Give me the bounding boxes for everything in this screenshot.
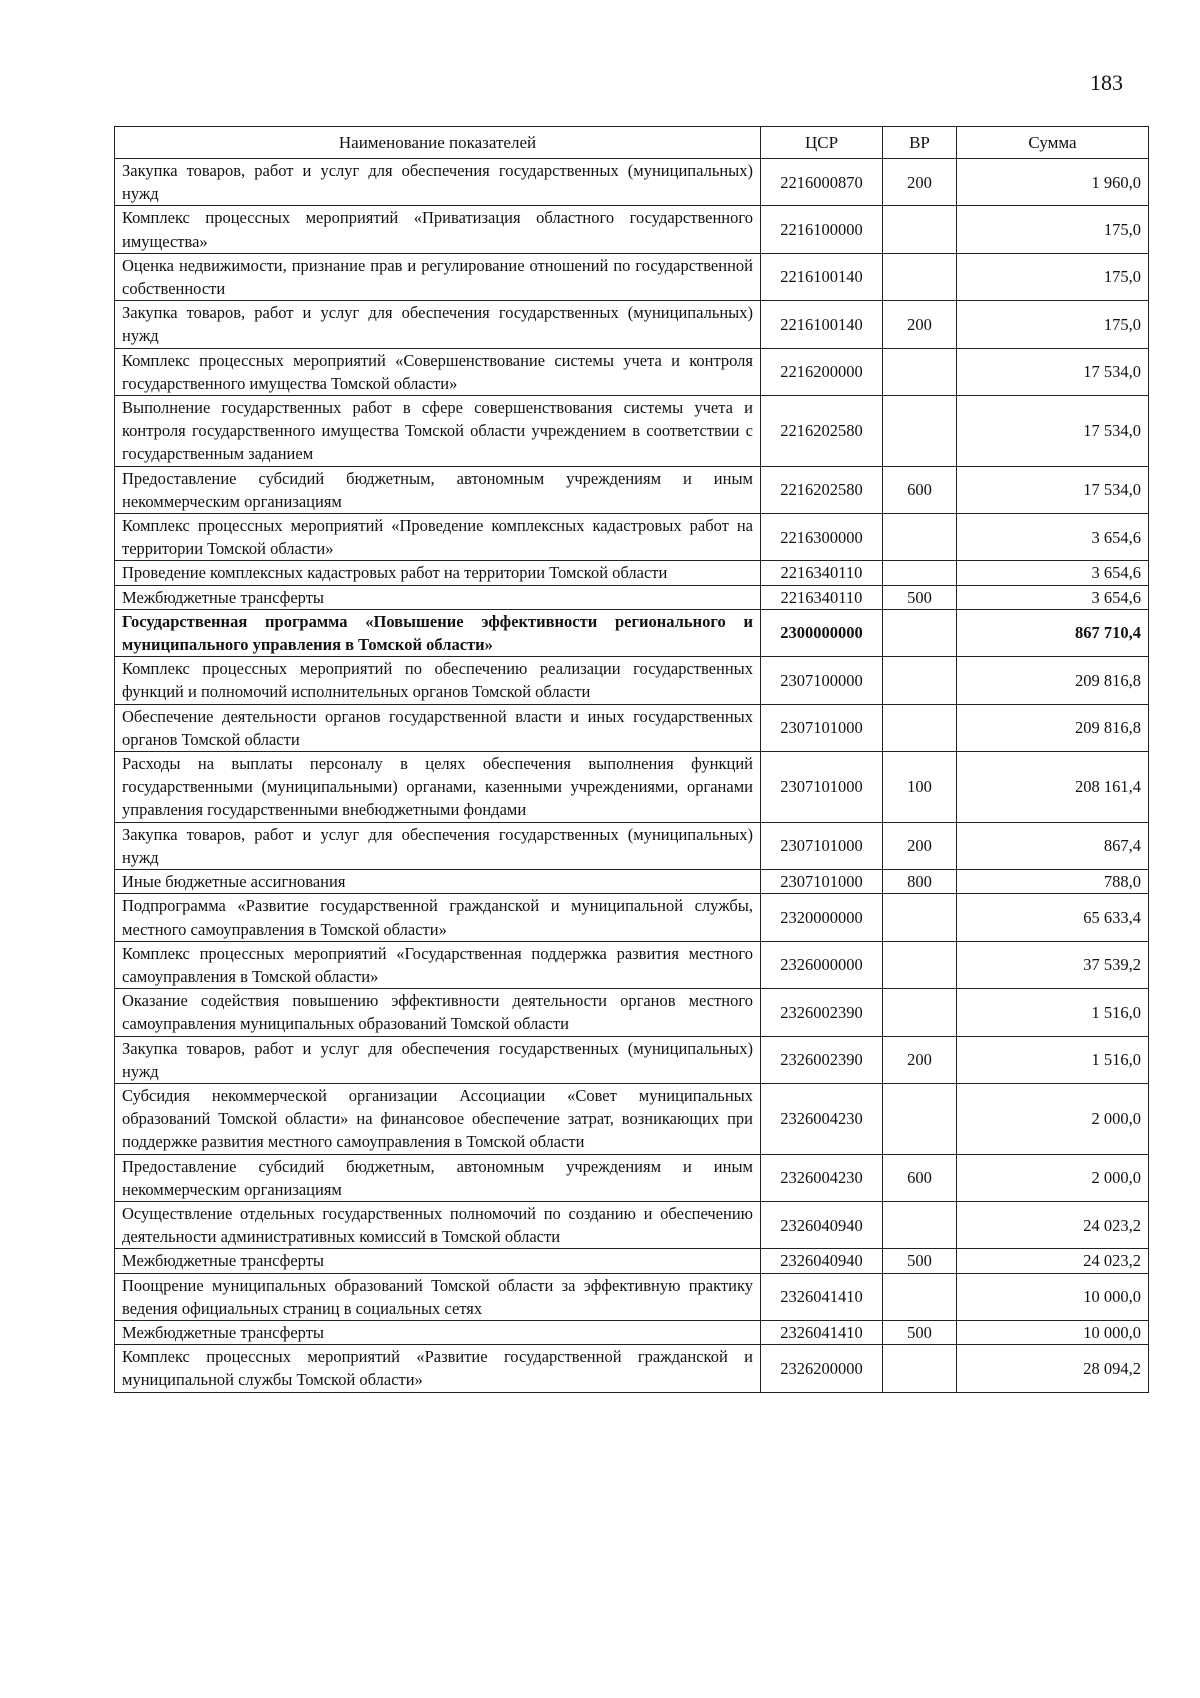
table-row: [115, 1345, 1149, 1392]
cell-name: Межбюджетные трансферты: [115, 1320, 761, 1344]
table-row: [115, 1273, 1149, 1320]
cell-csr: 2326002390: [761, 1036, 883, 1083]
cell-sum: 24 023,2: [957, 1201, 1149, 1248]
cell-vr: [883, 561, 957, 585]
cell-vr: [883, 989, 957, 1036]
cell-csr: 2326004230: [761, 1083, 883, 1154]
cell-csr: 2216340110: [761, 585, 883, 609]
cell-csr: 2326004230: [761, 1154, 883, 1201]
cell-csr: 2320000000: [761, 894, 883, 941]
cell-name: Закупка товаров, работ и услуг для обеспечения государственных (муниципальных) нужд: [115, 822, 761, 869]
cell-name: Закупка товаров, работ и услуг для обеспечения государственных (муниципальных) нужд: [115, 159, 761, 206]
table-row: [115, 466, 1149, 513]
cell-vr: 600: [883, 466, 957, 513]
cell-name: Проведение комплексных кадастровых работ на территории Томской области: [115, 561, 761, 585]
cell-csr: 2216100140: [761, 253, 883, 300]
table-row: [115, 253, 1149, 300]
cell-sum: 175,0: [957, 206, 1149, 253]
cell-csr: 2326041410: [761, 1320, 883, 1344]
cell-vr: 200: [883, 159, 957, 206]
cell-csr: 2326000000: [761, 941, 883, 988]
cell-sum: 209 816,8: [957, 704, 1149, 751]
cell-vr: [883, 514, 957, 561]
cell-sum: 175,0: [957, 253, 1149, 300]
cell-name: Межбюджетные трансферты: [115, 1249, 761, 1273]
table-row: [115, 1154, 1149, 1201]
header-vr: ВР: [883, 127, 957, 159]
table-row: [115, 609, 1149, 656]
header-name: Наименование показателей: [115, 127, 761, 159]
cell-csr: 2216100000: [761, 206, 883, 253]
cell-csr: 2216100140: [761, 301, 883, 348]
cell-sum: 17 534,0: [957, 348, 1149, 395]
cell-vr: 800: [883, 870, 957, 894]
table-row: [115, 657, 1149, 704]
cell-name: Комплекс процессных мероприятий «Совершенствование системы учета и контроля государственного имущества Томской области»: [115, 348, 761, 395]
cell-vr: [883, 1345, 957, 1392]
cell-vr: 500: [883, 585, 957, 609]
cell-vr: 500: [883, 1320, 957, 1344]
cell-sum: 2 000,0: [957, 1154, 1149, 1201]
cell-vr: 600: [883, 1154, 957, 1201]
cell-csr: 2326040940: [761, 1249, 883, 1273]
table-row: [115, 894, 1149, 941]
cell-csr: 2216202580: [761, 396, 883, 467]
cell-vr: 100: [883, 752, 957, 823]
page-number: 183: [1090, 70, 1123, 95]
cell-vr: 200: [883, 1036, 957, 1083]
cell-name: Комплекс процессных мероприятий «Проведение комплексных кадастровых работ на территории Томской области»: [115, 514, 761, 561]
cell-csr: 2307100000: [761, 657, 883, 704]
cell-name: Оказание содействия повышению эффективности деятельности органов местного самоуправления муниципальных образований Томской области: [115, 989, 761, 1036]
cell-csr: 2216340110: [761, 561, 883, 585]
table-row: [115, 159, 1149, 206]
cell-name: Предоставление субсидий бюджетным, автономным учреждениям и иным некоммерческим организациям: [115, 466, 761, 513]
budget-table: [114, 126, 1149, 1393]
cell-name: Межбюджетные трансферты: [115, 585, 761, 609]
cell-sum: 209 816,8: [957, 657, 1149, 704]
cell-vr: [883, 1083, 957, 1154]
cell-name: Комплекс процессных мероприятий «Государственная поддержка развития местного самоуправления в Томской области»: [115, 941, 761, 988]
cell-name: Комплекс процессных мероприятий по обеспечению реализации государственных функций и полномочий исполнительных органов Томской области: [115, 657, 761, 704]
cell-sum: 37 539,2: [957, 941, 1149, 988]
header-sum: Сумма: [957, 127, 1149, 159]
cell-csr: 2216200000: [761, 348, 883, 395]
table-row: [115, 1083, 1149, 1154]
table-row: [115, 514, 1149, 561]
cell-name: Расходы на выплаты персоналу в целях обеспечения выполнения функций государственными (муниципальными) органами, казенными учреждениями, органами управления государственными внебюджетными фондами: [115, 752, 761, 823]
cell-csr: 2326200000: [761, 1345, 883, 1392]
table-row: [115, 1320, 1149, 1344]
cell-sum: 3 654,6: [957, 585, 1149, 609]
table-body: [115, 159, 1149, 1393]
cell-sum: 1 516,0: [957, 989, 1149, 1036]
table-row: [115, 1201, 1149, 1248]
cell-vr: [883, 396, 957, 467]
cell-name: Иные бюджетные ассигнования: [115, 870, 761, 894]
cell-name: Оценка недвижимости, признание прав и регулирование отношений по государственной собственности: [115, 253, 761, 300]
cell-vr: 200: [883, 822, 957, 869]
cell-vr: 200: [883, 301, 957, 348]
table-row: [115, 585, 1149, 609]
cell-sum: 175,0: [957, 301, 1149, 348]
table-row: [115, 561, 1149, 585]
table-row: [115, 941, 1149, 988]
cell-csr: 2307101000: [761, 752, 883, 823]
cell-name: Субсидия некоммерческой организации Ассоциации «Совет муниципальных образований Томской области» на финансовое обеспечение затрат, возникающих при поддержке развития местного самоуправления в Томской области: [115, 1083, 761, 1154]
table-header-row: [115, 127, 1149, 159]
cell-sum: 17 534,0: [957, 396, 1149, 467]
table-row: [115, 1036, 1149, 1083]
table-row: [115, 301, 1149, 348]
cell-name: Закупка товаров, работ и услуг для обеспечения государственных (муниципальных) нужд: [115, 301, 761, 348]
cell-sum: 867 710,4: [957, 609, 1149, 656]
cell-vr: [883, 894, 957, 941]
cell-vr: [883, 609, 957, 656]
table-row: [115, 704, 1149, 751]
cell-name: Подпрограмма «Развитие государственной гражданской и муниципальной службы, местного самоуправления в Томской области»: [115, 894, 761, 941]
table-row: [115, 989, 1149, 1036]
cell-csr: 2216202580: [761, 466, 883, 513]
cell-sum: 65 633,4: [957, 894, 1149, 941]
cell-csr: 2326041410: [761, 1273, 883, 1320]
cell-sum: 1 516,0: [957, 1036, 1149, 1083]
cell-name: Поощрение муниципальных образований Томской области за эффективную практику ведения официальных страниц в социальных сетях: [115, 1273, 761, 1320]
cell-sum: 867,4: [957, 822, 1149, 869]
cell-vr: [883, 1201, 957, 1248]
cell-name: Комплекс процессных мероприятий «Развитие государственной гражданской и муниципальной службы Томской области»: [115, 1345, 761, 1392]
table-row: [115, 870, 1149, 894]
cell-csr: 2216000870: [761, 159, 883, 206]
header-csr: ЦСР: [761, 127, 883, 159]
table-row: [115, 752, 1149, 823]
cell-name: Государственная программа «Повышение эффективности регионального и муниципального управления в Томской области»: [115, 609, 761, 656]
cell-name: Предоставление субсидий бюджетным, автономным учреждениям и иным некоммерческим организациям: [115, 1154, 761, 1201]
cell-name: Комплекс процессных мероприятий «Приватизация областного государственного имущества»: [115, 206, 761, 253]
cell-vr: [883, 657, 957, 704]
cell-name: Выполнение государственных работ в сфере совершенствования системы учета и контроля государственного имущества Томской области учреждением в соответствии с государственным заданием: [115, 396, 761, 467]
table-row: [115, 206, 1149, 253]
table-row: [115, 396, 1149, 467]
cell-csr: 2216300000: [761, 514, 883, 561]
cell-csr: 2307101000: [761, 870, 883, 894]
table-row: [115, 1249, 1149, 1273]
table-row: [115, 348, 1149, 395]
cell-sum: 3 654,6: [957, 514, 1149, 561]
cell-sum: 2 000,0: [957, 1083, 1149, 1154]
cell-vr: [883, 1273, 957, 1320]
cell-sum: 10 000,0: [957, 1273, 1149, 1320]
cell-sum: 10 000,0: [957, 1320, 1149, 1344]
cell-vr: [883, 704, 957, 751]
cell-csr: 2300000000: [761, 609, 883, 656]
cell-csr: 2307101000: [761, 822, 883, 869]
cell-sum: 1 960,0: [957, 159, 1149, 206]
cell-name: Обеспечение деятельности органов государственной власти и иных государственных органов Томской области: [115, 704, 761, 751]
cell-vr: 500: [883, 1249, 957, 1273]
cell-sum: 28 094,2: [957, 1345, 1149, 1392]
cell-vr: [883, 253, 957, 300]
cell-vr: [883, 348, 957, 395]
cell-csr: 2307101000: [761, 704, 883, 751]
cell-sum: 24 023,2: [957, 1249, 1149, 1273]
cell-vr: [883, 941, 957, 988]
cell-sum: 208 161,4: [957, 752, 1149, 823]
cell-name: Закупка товаров, работ и услуг для обеспечения государственных (муниципальных) нужд: [115, 1036, 761, 1083]
cell-sum: 788,0: [957, 870, 1149, 894]
cell-sum: 3 654,6: [957, 561, 1149, 585]
cell-csr: 2326040940: [761, 1201, 883, 1248]
cell-sum: 17 534,0: [957, 466, 1149, 513]
cell-csr: 2326002390: [761, 989, 883, 1036]
cell-vr: [883, 206, 957, 253]
cell-name: Осуществление отдельных государственных полномочий по созданию и обеспечению деятельности административных комиссий в Томской области: [115, 1201, 761, 1248]
table-row: [115, 822, 1149, 869]
